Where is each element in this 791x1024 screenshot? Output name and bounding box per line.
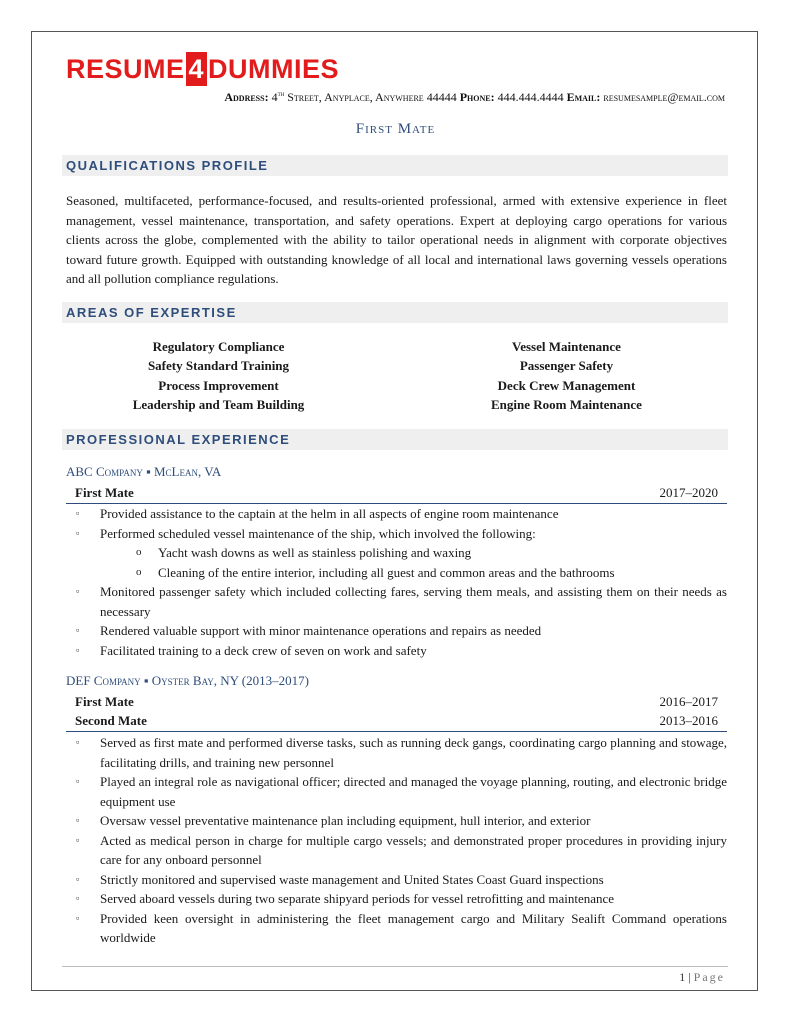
job-bullets bbox=[66, 733, 727, 948]
role-title: Second Mate bbox=[75, 713, 147, 728]
square-bullet-icon: ▫ bbox=[76, 815, 80, 825]
list-item bbox=[66, 543, 727, 563]
list-item bbox=[66, 909, 727, 948]
list-item bbox=[66, 831, 727, 870]
footer-rule bbox=[62, 966, 728, 967]
address-sup: th bbox=[277, 90, 285, 98]
section-heading-expertise: AREAS OF EXPERTISE bbox=[62, 302, 728, 323]
list-item bbox=[66, 889, 727, 909]
role-row bbox=[75, 692, 718, 711]
address-num: 4 bbox=[271, 90, 278, 104]
contact-line bbox=[224, 90, 725, 105]
logo-part1: RESUME bbox=[66, 54, 185, 84]
role-title: First Mate bbox=[75, 485, 134, 500]
bullet-text: Oversaw vessel preventative maintenance plan including equipment, hull interior, and exterior bbox=[100, 813, 591, 828]
expertise-item: Regulatory Compliance bbox=[152, 339, 285, 354]
list-item bbox=[66, 524, 727, 544]
list-item bbox=[66, 733, 727, 772]
bullet-text: Facilitated training to a deck crew of seven on work and safety bbox=[100, 642, 427, 658]
logo-part2: DUMMIES bbox=[208, 54, 340, 84]
bullet-text: Provided keen oversight in administering the fleet management cargo and Military Sealift Command operations worldwide bbox=[100, 910, 727, 945]
section-heading-qualifications: QUALIFICATIONS PROFILE bbox=[62, 155, 728, 176]
list-item bbox=[66, 772, 727, 811]
role-title: First Mate bbox=[75, 694, 134, 709]
list-item bbox=[66, 621, 727, 641]
list-item bbox=[66, 870, 727, 890]
bullet-text: Cleaning of the entire interior, including all guest and common areas and the bathrooms bbox=[158, 564, 615, 580]
square-bullet-icon: ▫ bbox=[76, 644, 80, 655]
page-sep: | bbox=[685, 970, 694, 984]
company-name: DEF Company ▪ Oyster Bay, NY (2013–2017) bbox=[66, 673, 309, 688]
list-item bbox=[66, 641, 727, 661]
role-dates: 2016–2017 bbox=[659, 694, 718, 709]
circle-bullet-icon: o bbox=[136, 565, 142, 578]
bullet-text: Provided assistance to the captain at the helm in all aspects of engine room maintenance bbox=[100, 506, 559, 521]
expertise-item: Vessel Maintenance bbox=[512, 339, 621, 354]
expertise-item: Process Improvement bbox=[158, 377, 279, 393]
section-heading-experience: PROFESSIONAL EXPERIENCE bbox=[62, 429, 728, 450]
bullet-text: Served as first mate and performed diverse tasks, such as running deck gangs, coordinating cargo planning and stowage, facilitating drills, and training new personnel bbox=[100, 735, 727, 770]
square-bullet-icon: ▫ bbox=[76, 508, 80, 518]
list-item bbox=[66, 504, 727, 524]
bullet-text: Monitored passenger safety which included collecting fares, serving them meals, and assisting them on their needs as necessary bbox=[100, 584, 727, 619]
job-bullets bbox=[66, 504, 727, 660]
role-row bbox=[75, 483, 718, 502]
email: resumesample@email.com bbox=[600, 90, 725, 104]
square-bullet-icon: ▫ bbox=[76, 834, 80, 845]
square-bullet-icon: ▫ bbox=[76, 625, 80, 635]
list-item bbox=[66, 811, 727, 831]
address-label: Address: bbox=[224, 90, 269, 104]
logo-four: 4 bbox=[186, 52, 208, 86]
role-row bbox=[75, 711, 718, 730]
expertise-right-column bbox=[414, 337, 719, 414]
role-rule bbox=[66, 731, 727, 732]
page-footer bbox=[679, 970, 725, 985]
bullet-text: Strictly monitored and supervised waste management and United States Coast Guard inspections bbox=[100, 871, 604, 887]
square-bullet-icon: ▫ bbox=[76, 776, 80, 786]
square-bullet-icon: ▫ bbox=[76, 737, 80, 747]
expertise-item: Deck Crew Management bbox=[497, 377, 636, 393]
address-rest: Street, Anyplace, Anywhere 44444 bbox=[284, 90, 457, 104]
square-bullet-icon: ▫ bbox=[76, 893, 80, 903]
logo bbox=[66, 52, 339, 86]
bullet-text: Rendered valuable support with minor maintenance operations and repairs as needed bbox=[100, 623, 542, 638]
expertise-item: Leadership and Team Building bbox=[132, 396, 305, 412]
company-name: ABC Company ▪ McLean, VA bbox=[66, 464, 222, 479]
page-word: Page bbox=[693, 970, 725, 984]
square-bullet-icon: ▫ bbox=[76, 912, 80, 923]
profile-paragraph: Seasoned, multifaceted, performance-focused, and results-oriented professional, armed with extensive experience in fleet management, vessel maintenance, transportation, and safety operations. Expert at deploying cargo operations for various clients across the globe, complemented with the ability to tailor operational needs in alignment with corporate objectives toward future growth. Equipped with outstanding knowledge of all local and international laws governing vessels operations and all pollution compliance regulations. bbox=[66, 193, 727, 286]
phone-label: Phone: bbox=[459, 90, 495, 104]
email-label: Email: bbox=[566, 90, 601, 104]
bullet-text: Played an integral role as navigational officer; directed and managed the voyage planning, routing, and electronic bridge equipment use bbox=[100, 774, 727, 809]
expertise-item: Engine Room Maintenance bbox=[491, 396, 642, 412]
list-item bbox=[66, 563, 727, 583]
bullet-text: Acted as medical person in charge for multiple cargo vessels; and demonstrated proper procedures in providing injury care for any onboard personnel bbox=[100, 832, 727, 867]
role-dates: 2017–2020 bbox=[659, 485, 718, 500]
bullet-text: Served aboard vessels during two separate shipyard periods for vessel retrofitting and maintenance bbox=[100, 891, 615, 906]
square-bullet-icon: ▫ bbox=[76, 527, 80, 538]
square-bullet-icon: ▫ bbox=[76, 586, 80, 596]
bullet-text: Yacht wash downs as well as stainless polishing and waxing bbox=[158, 545, 472, 560]
expertise-left-column bbox=[66, 337, 371, 414]
role-dates: 2013–2016 bbox=[659, 713, 718, 728]
page-number: 1 bbox=[679, 970, 686, 984]
list-item bbox=[66, 582, 727, 621]
resume-title: First Mate bbox=[355, 121, 436, 137]
phone: 444.444.4444 bbox=[494, 90, 564, 104]
bullet-text: Performed scheduled vessel maintenance of the ship, which involved the following: bbox=[100, 525, 536, 541]
square-bullet-icon: ▫ bbox=[76, 873, 80, 884]
expertise-item: Safety Standard Training bbox=[147, 358, 290, 374]
expertise-item: Passenger Safety bbox=[519, 358, 614, 374]
circle-bullet-icon: o bbox=[136, 546, 142, 558]
